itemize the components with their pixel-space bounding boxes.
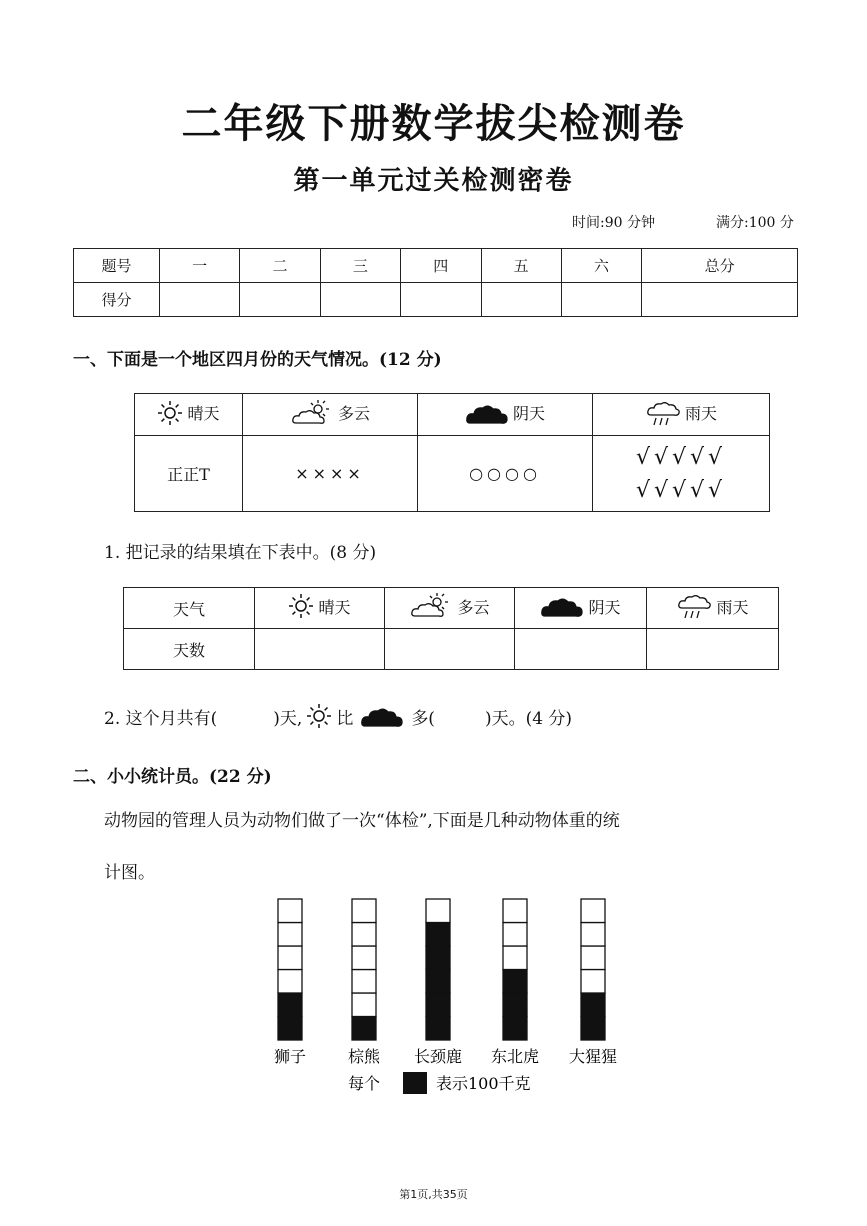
q2-text-d: 多( (411, 708, 435, 729)
fill-header-label: 雨天 (716, 597, 749, 617)
section2-text-line2: 计图。 (104, 863, 155, 883)
weather-fill-header-row (124, 588, 779, 629)
bar-cell-filled (426, 993, 450, 1017)
fill-header-rainy (647, 588, 779, 629)
weather-record-marks-row (135, 436, 770, 512)
legend-prefix: 每个 (348, 1074, 381, 1093)
score-cell[interactable] (401, 283, 481, 317)
weather-header-label: 晴天 (187, 404, 220, 423)
score-header-cell: 三 (320, 249, 400, 283)
days-answer-cell[interactable] (647, 629, 779, 670)
rainy-marks (593, 436, 770, 512)
score-header-cell: 四 (401, 249, 481, 283)
q2-text-b: )天, (273, 708, 303, 729)
rainy-marks-line: √√√√√ (635, 477, 727, 503)
bar-cell-empty (278, 899, 302, 923)
score-table (73, 248, 798, 317)
score-cell[interactable] (160, 283, 240, 317)
weather-fill-days-row (124, 629, 779, 670)
rain-icon (676, 591, 712, 621)
sun-icon (288, 593, 314, 619)
bar-cell-filled (503, 970, 527, 994)
bar-cell-filled (503, 993, 527, 1017)
bar-cell-empty (352, 899, 376, 923)
q2-text-a: 2. 这个月共有( (104, 708, 218, 729)
weather-header-label: 多云 (337, 404, 370, 423)
bar-cell-empty (581, 946, 605, 970)
bar-cell-filled (581, 993, 605, 1017)
bar-cell-empty (503, 923, 527, 947)
score-header-cell: 六 (561, 249, 641, 283)
partly-cloudy-icon (290, 399, 334, 427)
weather-record-table (134, 393, 770, 512)
chart-category-labels (274, 1047, 617, 1066)
weather-fill-table (123, 587, 779, 670)
question-2 (104, 702, 572, 730)
score-cell[interactable] (320, 283, 400, 317)
days-answer-cell[interactable] (515, 629, 647, 670)
overcast-cloud-icon (540, 592, 584, 620)
fill-header-label: 晴天 (318, 597, 351, 617)
bar-cell-empty (278, 970, 302, 994)
fill-header-sunny (255, 588, 385, 629)
category-label: 东北虎 (490, 1047, 540, 1066)
fill-header-label: 多云 (457, 597, 490, 617)
question-1: 1. 把记录的结果填在下表中。(8 分) (104, 543, 377, 563)
bar-cell-filled (426, 1017, 450, 1041)
legend-suffix: 表示100千克 (436, 1074, 531, 1093)
chart-bar-2 (352, 899, 376, 1040)
bar-cell-filled (503, 1017, 527, 1041)
bar-cell-empty (352, 923, 376, 947)
fill-row2-label: 天数 (124, 629, 255, 670)
chart-bar-4 (503, 899, 527, 1040)
bar-cell-filled (352, 1017, 376, 1041)
legend-swatch (403, 1072, 427, 1094)
bar-cell-empty (352, 946, 376, 970)
category-label: 狮子 (273, 1047, 307, 1066)
days-answer-cell[interactable] (385, 629, 515, 670)
chart-bar-3 (426, 899, 450, 1040)
bar-cell-empty (581, 923, 605, 947)
rain-icon (645, 398, 681, 428)
weather-header-sunny (135, 394, 243, 436)
sunny-tally: 正正T (135, 436, 243, 512)
score-header-cell: 题号 (74, 249, 160, 283)
weather-header-label: 雨天 (684, 404, 717, 423)
bar-cell-empty (352, 970, 376, 994)
overcast-cloud-icon (465, 399, 509, 427)
bar-cell-filled (278, 1017, 302, 1041)
category-label: 棕熊 (347, 1047, 381, 1066)
section2-heading: 二、小小统计员。(22 分) (73, 767, 272, 787)
section1-heading: 一、下面是一个地区四月份的天气情况。(12 分) (73, 350, 442, 370)
full-score: 满分:100 分 (716, 215, 794, 231)
score-cell[interactable] (561, 283, 641, 317)
weather-record-header-row (135, 394, 770, 436)
bar-cell-empty (278, 946, 302, 970)
fill-header-label: 阴天 (588, 597, 621, 617)
weather-header-cloudy (243, 394, 418, 436)
weather-header-label: 阴天 (512, 404, 545, 423)
bar-cell-empty (352, 993, 376, 1017)
sun-icon (306, 703, 332, 729)
score-cell[interactable] (642, 283, 798, 317)
cloudy-marks: ×××× (243, 436, 418, 512)
weather-header-overcast (418, 394, 593, 436)
bar-cell-filled (581, 1017, 605, 1041)
time-limit: 时间:90 分钟 (572, 215, 655, 231)
rainy-marks-line: √√√√√ (635, 444, 727, 470)
fill-header-overcast (515, 588, 647, 629)
page-subtitle: 第一单元过关检测密卷 (293, 166, 574, 196)
q2-text-e: )天。(4 分) (484, 708, 573, 729)
category-label: 大猩猩 (568, 1047, 618, 1066)
fill-row1-label: 天气 (124, 588, 255, 629)
bar-cell-empty (426, 899, 450, 923)
partly-cloudy-icon (409, 592, 453, 620)
bar-cell-filled (426, 946, 450, 970)
page-footer: 第1页,共35页 (399, 1188, 468, 1201)
chart-bars (278, 899, 605, 1040)
score-header-cell: 五 (481, 249, 561, 283)
fill-header-cloudy (385, 588, 515, 629)
bar-cell-filled (426, 923, 450, 947)
chart-bar-1 (278, 899, 302, 1040)
score-cell[interactable] (240, 283, 320, 317)
category-label: 长颈鹿 (413, 1047, 463, 1066)
sun-icon (157, 400, 183, 426)
bar-cell-filled (426, 970, 450, 994)
overcast-cloud-icon (359, 702, 405, 730)
bar-cell-empty (581, 970, 605, 994)
score-row-label: 得分 (74, 283, 160, 317)
section2-text-line1: 动物园的管理人员为动物们做了一次“体检”,下面是几种动物体重的统 (104, 811, 620, 831)
bar-cell-empty (581, 899, 605, 923)
overcast-marks: ○○○○ (418, 436, 593, 512)
q2-text-c: 比 (336, 708, 354, 729)
days-answer-cell[interactable] (255, 629, 385, 670)
bar-cell-empty (278, 923, 302, 947)
score-cell[interactable] (481, 283, 561, 317)
weather-header-rainy (593, 394, 770, 436)
page-title: 二年级下册数学拔尖检测卷 (181, 101, 686, 147)
bar-cell-empty (503, 899, 527, 923)
bar-cell-empty (503, 946, 527, 970)
score-header-cell: 二 (240, 249, 320, 283)
score-table-header-row (74, 249, 798, 283)
chart-bar-5 (581, 899, 605, 1040)
bar-cell-filled (278, 993, 302, 1017)
score-header-cell: 一 (160, 249, 240, 283)
animal-weight-chart (250, 895, 650, 1100)
score-table-score-row (74, 283, 798, 317)
score-header-cell: 总分 (642, 249, 798, 283)
